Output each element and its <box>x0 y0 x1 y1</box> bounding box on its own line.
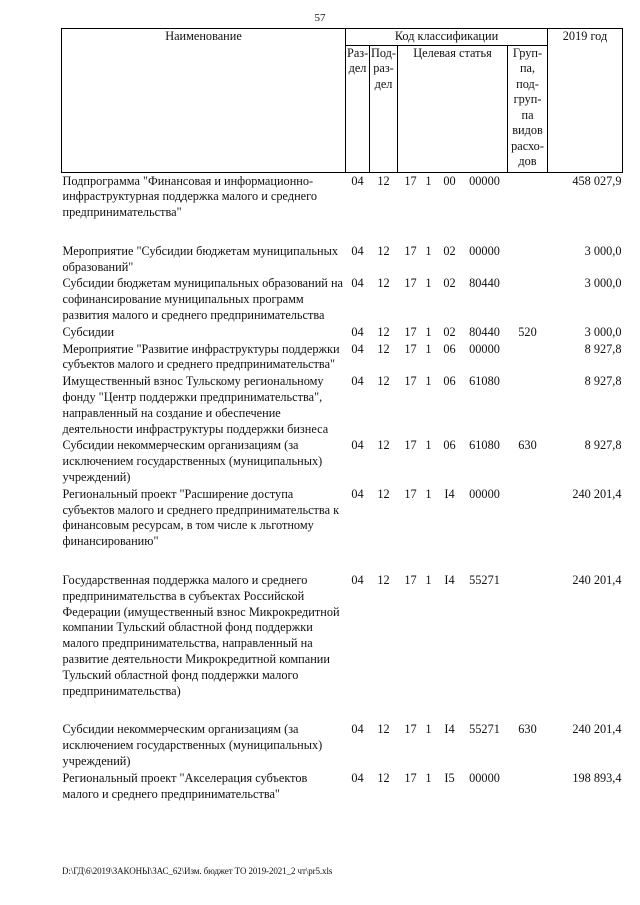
row-section: 04 <box>351 770 364 785</box>
row-amount: 240 201,4 <box>572 722 622 737</box>
target-direction: 00000 <box>469 243 500 258</box>
table-row <box>62 437 623 485</box>
target-event: 02 <box>443 276 456 291</box>
row-target-item <box>398 437 508 485</box>
row-target-item <box>398 243 508 276</box>
row-subsection: 12 <box>377 173 390 188</box>
target-direction: 55271 <box>469 573 500 588</box>
row-group: 520 <box>518 324 537 339</box>
target-direction: 00000 <box>469 486 500 501</box>
row-section: 04 <box>351 438 364 453</box>
row-name: Имущественный взнос Тульскому региональному фонду "Центр поддержки предпринимательства", направленный на создание и обеспечение деятельности инфраструктуры поддержки бизнеса <box>62 374 329 436</box>
row-section: 04 <box>351 324 364 339</box>
table-row <box>62 373 623 437</box>
row-subsection: 12 <box>377 438 390 453</box>
row-target-item <box>398 324 508 341</box>
row-group <box>508 341 548 374</box>
target-subprogram: 1 <box>425 374 432 389</box>
row-name: Субсидии некоммерческим организациям (за исключением государственных (муниципальных) учреждений) <box>62 438 323 485</box>
row-section: 04 <box>351 341 364 356</box>
target-subprogram: 1 <box>425 173 432 188</box>
row-section: 04 <box>351 374 364 389</box>
target-event: 06 <box>443 374 456 389</box>
row-group: 630 <box>518 438 537 453</box>
row-name: Субсидии некоммерческим организациям (за исключением государственных (муниципальных) учреждений) <box>62 722 323 768</box>
table-row <box>62 486 623 572</box>
target-subprogram: 1 <box>425 722 432 737</box>
target-subprogram: 1 <box>425 573 432 588</box>
target-event: I5 <box>444 770 455 785</box>
row-name: Подпрограмма "Финансовая и информационно-инфраструктурная поддержка малого и среднего предпринимательства" <box>62 173 317 220</box>
row-group <box>508 275 548 323</box>
target-program: 17 <box>404 722 417 737</box>
row-amount: 8 927,8 <box>584 374 622 389</box>
header-row-1 <box>62 29 623 46</box>
header-group: Груп- па, под- груп- па видов расхо- дов <box>508 45 548 172</box>
row-amount: 240 201,4 <box>572 486 622 501</box>
row-group <box>508 572 548 721</box>
header-section: Раз- дел <box>346 45 370 172</box>
row-name: Мероприятие "Субсидии бюджетам муниципальных образований" <box>62 243 339 274</box>
header-target-item: Целевая статья <box>398 45 508 172</box>
target-subprogram: 1 <box>425 341 432 356</box>
target-subprogram: 1 <box>425 486 432 501</box>
target-event: 02 <box>443 243 456 258</box>
target-program: 17 <box>404 770 417 785</box>
row-subsection: 12 <box>377 276 390 291</box>
row-amount: 8 927,8 <box>584 341 622 356</box>
row-target-item <box>398 572 508 721</box>
row-group <box>508 373 548 437</box>
table-row <box>62 324 623 341</box>
row-subsection: 12 <box>377 374 390 389</box>
row-target-item <box>398 172 508 243</box>
target-direction: 55271 <box>469 722 500 737</box>
table-row <box>62 721 623 769</box>
row-target-item <box>398 373 508 437</box>
target-program: 17 <box>404 243 417 258</box>
row-section: 04 <box>351 722 364 737</box>
target-subprogram: 1 <box>425 276 432 291</box>
table-row <box>62 243 623 276</box>
target-event: 06 <box>443 438 456 453</box>
row-subsection: 12 <box>377 573 390 588</box>
target-direction: 80440 <box>469 324 500 339</box>
target-event: I4 <box>444 722 455 737</box>
row-name: Региональный проект "Акселерация субъектов малого и среднего предпринимательства" <box>62 770 308 801</box>
row-section: 04 <box>351 276 364 291</box>
target-program: 17 <box>404 173 417 188</box>
target-direction: 61080 <box>469 374 500 389</box>
row-subsection: 12 <box>377 324 390 339</box>
target-program: 17 <box>404 276 417 291</box>
table-row <box>62 770 623 803</box>
row-target-item <box>398 721 508 769</box>
header-year: 2019 год <box>548 29 623 173</box>
target-direction: 00000 <box>469 770 500 785</box>
row-amount: 3 000,0 <box>584 276 622 291</box>
row-subsection: 12 <box>377 243 390 258</box>
row-group: 630 <box>518 722 537 737</box>
budget-table <box>61 28 623 802</box>
header-name: Наименование <box>62 29 346 173</box>
target-direction: 80440 <box>469 276 500 291</box>
row-name: Мероприятие "Развитие инфраструктуры поддержки субъектов малого и среднего предпринимательства" <box>62 341 340 372</box>
target-program: 17 <box>404 341 417 356</box>
target-program: 17 <box>404 486 417 501</box>
target-subprogram: 1 <box>425 243 432 258</box>
row-name: Региональный проект "Расширение доступа субъектов малого и среднего предпринимательства к финансовым ресурсам, в том числе к льготному финансированию" <box>62 486 340 549</box>
row-group <box>508 243 548 276</box>
target-program: 17 <box>404 573 417 588</box>
row-amount: 8 927,8 <box>584 438 622 453</box>
target-event: I4 <box>444 486 455 501</box>
target-direction: 00000 <box>469 173 500 188</box>
row-subsection: 12 <box>377 722 390 737</box>
target-subprogram: 1 <box>425 770 432 785</box>
row-section: 04 <box>351 573 364 588</box>
row-subsection: 12 <box>377 341 390 356</box>
row-amount: 198 893,4 <box>572 770 622 785</box>
file-path-footer: D:\ГД\6\2019\ЗАКОНЫ\ЗАС_62\Изм. бюджет ТО 2019-2021_2 чт\pr5.xls <box>62 866 333 876</box>
row-section: 04 <box>351 243 364 258</box>
table-row <box>62 275 623 323</box>
target-program: 17 <box>404 374 417 389</box>
row-amount: 458 027,9 <box>572 173 622 188</box>
table-row <box>62 572 623 721</box>
header-classification: Код классификации <box>346 29 548 46</box>
target-event: 02 <box>443 324 456 339</box>
table-row <box>62 341 623 374</box>
page-number: 57 <box>314 12 326 24</box>
row-target-item <box>398 275 508 323</box>
row-section: 04 <box>351 173 364 188</box>
target-direction: 00000 <box>469 341 500 356</box>
row-name: Государственная поддержка малого и среднего предпринимательства в субъектах Российской Федерации (имущественный взнос Микрокредитной компании Тульский областной фонд поддержки малого предпринимательства, направленный на развитие деятельности Микрокредитной компании Тульский областной фонд поддержки малого предпринимательства) <box>62 573 340 698</box>
row-group <box>508 172 548 243</box>
row-subsection: 12 <box>377 770 390 785</box>
row-amount: 3 000,0 <box>584 243 622 258</box>
row-target-item <box>398 770 508 803</box>
row-group <box>508 486 548 572</box>
header-subsection: Под- раз- дел <box>370 45 398 172</box>
target-direction: 61080 <box>469 438 500 453</box>
row-name: Субсидии <box>62 324 115 339</box>
target-event: 00 <box>443 173 456 188</box>
row-amount: 3 000,0 <box>584 324 622 339</box>
target-event: I4 <box>444 573 455 588</box>
row-name: Субсидии бюджетам муниципальных образований на софинансирование муниципальных программ развития малого и среднего предпринимательства <box>62 276 343 323</box>
row-subsection: 12 <box>377 486 390 501</box>
row-group <box>508 770 548 803</box>
table-row <box>62 172 623 243</box>
row-target-item <box>398 341 508 374</box>
row-target-item <box>398 486 508 572</box>
target-program: 17 <box>404 324 417 339</box>
target-event: 06 <box>443 341 456 356</box>
target-subprogram: 1 <box>425 438 432 453</box>
row-amount: 240 201,4 <box>572 573 622 588</box>
row-section: 04 <box>351 486 364 501</box>
target-subprogram: 1 <box>425 324 432 339</box>
target-program: 17 <box>404 438 417 453</box>
